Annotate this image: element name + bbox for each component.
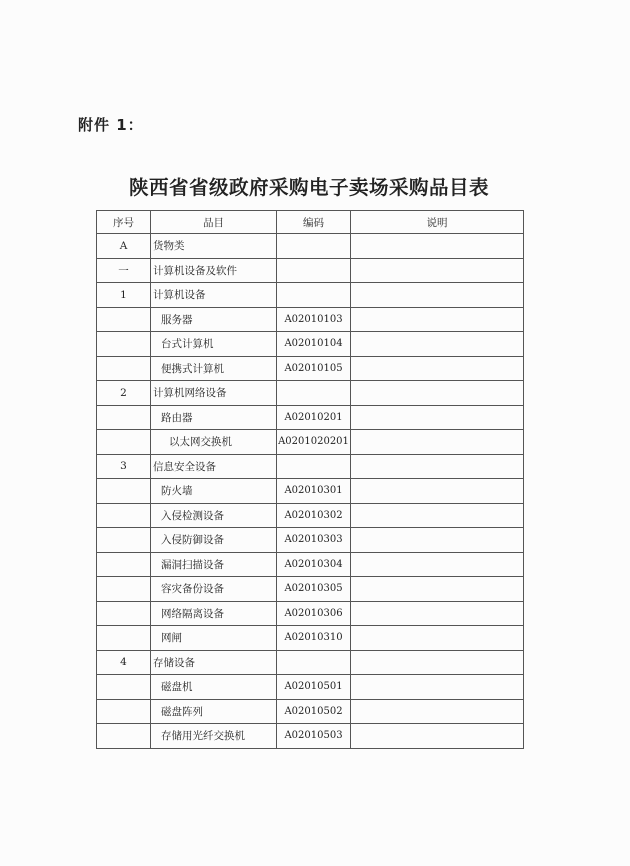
cell-code: A02010501 [277, 675, 351, 700]
table-row [97, 234, 524, 259]
cell-note [351, 479, 524, 504]
cell-seq [97, 307, 151, 332]
cell-item-name: 计算机设备及软件 [151, 258, 277, 283]
table-row [97, 332, 524, 357]
cell-note [351, 307, 524, 332]
cell-code: A02010310 [277, 626, 351, 651]
cell-code: A02010503 [277, 724, 351, 749]
table-row [97, 356, 524, 381]
attachment-label: 附件 1： [78, 116, 144, 134]
cell-seq [97, 332, 151, 357]
cell-note [351, 381, 524, 406]
table-row [97, 528, 524, 553]
cell-code: A02010502 [277, 699, 351, 724]
cell-note [351, 430, 524, 455]
cell-item-name: 存储设备 [151, 650, 277, 675]
cell-code [277, 258, 351, 283]
cell-seq [97, 356, 151, 381]
cell-seq [97, 552, 151, 577]
cell-item-name: 磁盘机 [151, 675, 277, 700]
cell-note [351, 552, 524, 577]
cell-code: A02010304 [277, 552, 351, 577]
cell-note [351, 356, 524, 381]
cell-item-name: 入侵防御设备 [151, 528, 277, 553]
cell-code [277, 283, 351, 308]
cell-item-name: 便携式计算机 [151, 356, 277, 381]
cell-code [277, 454, 351, 479]
cell-item-name: 计算机设备 [151, 283, 277, 308]
table-row [97, 675, 524, 700]
cell-item-name: 服务器 [151, 307, 277, 332]
cell-seq [97, 675, 151, 700]
table-row [97, 479, 524, 504]
cell-code [277, 234, 351, 259]
cell-code [277, 381, 351, 406]
table-row [97, 430, 524, 455]
cell-seq [97, 724, 151, 749]
table-row [97, 381, 524, 406]
cell-seq [97, 405, 151, 430]
cell-seq: 3 [97, 454, 151, 479]
cell-item-name: 路由器 [151, 405, 277, 430]
cell-note [351, 503, 524, 528]
cell-note [351, 626, 524, 651]
document-title: 陕西省省级政府采购电子卖场采购品目表 [128, 176, 489, 199]
cell-seq [97, 430, 151, 455]
cell-item-name: 漏洞扫描设备 [151, 552, 277, 577]
header-code: 编码 [277, 211, 351, 234]
table-row [97, 699, 524, 724]
header-item: 品目 [151, 211, 277, 234]
table-row [97, 552, 524, 577]
cell-code: A02010105 [277, 356, 351, 381]
cell-code: A02010301 [277, 479, 351, 504]
cell-item-name: 容灾备份设备 [151, 577, 277, 602]
cell-code [277, 650, 351, 675]
cell-seq: 一 [97, 258, 151, 283]
cell-item-name: 存储用光纤交换机 [151, 724, 277, 749]
cell-code: A02010306 [277, 601, 351, 626]
header-seq: 序号 [97, 211, 151, 234]
table-row [97, 601, 524, 626]
cell-note [351, 601, 524, 626]
table-row [97, 650, 524, 675]
cell-item-name: 货物类 [151, 234, 277, 259]
cell-seq: A [97, 234, 151, 259]
cell-seq: 4 [97, 650, 151, 675]
cell-note [351, 577, 524, 602]
cell-note [351, 699, 524, 724]
cell-seq [97, 699, 151, 724]
cell-note [351, 454, 524, 479]
cell-note [351, 405, 524, 430]
cell-item-name: 网络隔离设备 [151, 601, 277, 626]
cell-note [351, 675, 524, 700]
table-header-row [97, 211, 524, 234]
table-row [97, 454, 524, 479]
cell-seq: 1 [97, 283, 151, 308]
cell-code: A02010303 [277, 528, 351, 553]
cell-code: A02010302 [277, 503, 351, 528]
cell-seq: 2 [97, 381, 151, 406]
cell-code: A02010201 [277, 405, 351, 430]
cell-item-name: 网闸 [151, 626, 277, 651]
cell-item-name: 台式计算机 [151, 332, 277, 357]
cell-item-name: 计算机网络设备 [151, 381, 277, 406]
cell-note [351, 650, 524, 675]
cell-seq [97, 601, 151, 626]
table-row [97, 626, 524, 651]
cell-code: A02010103 [277, 307, 351, 332]
cell-item-name: 防火墙 [151, 479, 277, 504]
cell-item-name: 以太网交换机 [151, 430, 277, 455]
cell-note [351, 724, 524, 749]
cell-code: A0201020201 [277, 430, 351, 455]
cell-note [351, 258, 524, 283]
cell-note [351, 234, 524, 259]
cell-item-name: 信息安全设备 [151, 454, 277, 479]
cell-note [351, 332, 524, 357]
cell-code: A02010305 [277, 577, 351, 602]
table-row [97, 307, 524, 332]
cell-item-name: 入侵检测设备 [151, 503, 277, 528]
cell-item-name: 磁盘阵列 [151, 699, 277, 724]
cell-seq [97, 503, 151, 528]
header-note: 说明 [351, 211, 524, 234]
cell-seq [97, 528, 151, 553]
table-row [97, 503, 524, 528]
cell-seq [97, 577, 151, 602]
table-row [97, 283, 524, 308]
cell-code: A02010104 [277, 332, 351, 357]
procurement-catalog-table [96, 210, 524, 749]
table-row [97, 577, 524, 602]
table-row [97, 258, 524, 283]
cell-seq [97, 626, 151, 651]
cell-note [351, 283, 524, 308]
table-row [97, 724, 524, 749]
cell-seq [97, 479, 151, 504]
cell-note [351, 528, 524, 553]
table-row [97, 405, 524, 430]
